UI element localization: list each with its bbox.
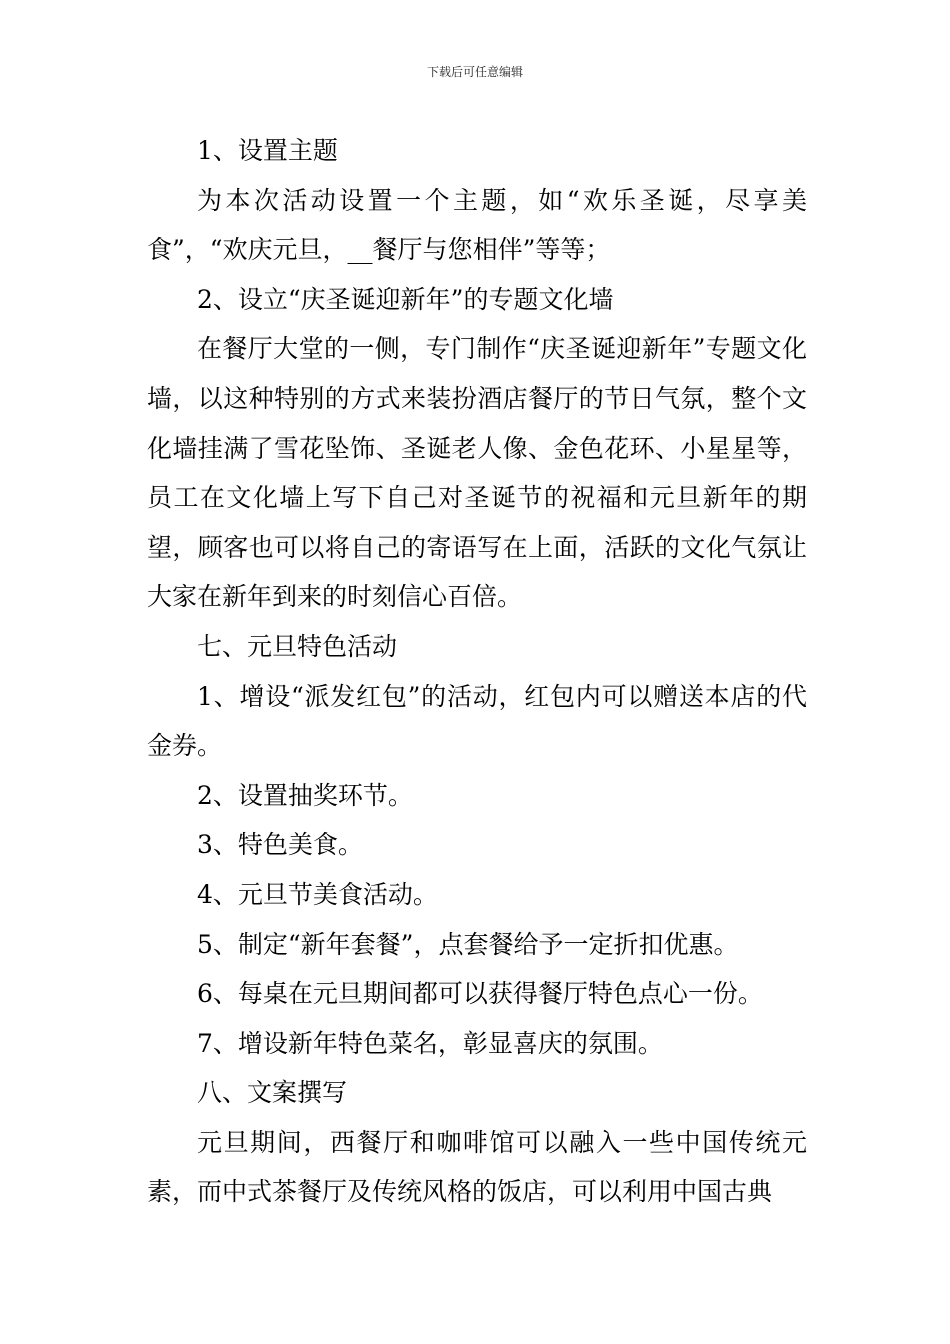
section-heading: 八、文案撰写 xyxy=(197,1078,348,1108)
paragraph: 1、设置主题 xyxy=(197,136,338,165)
document-body xyxy=(147,126,807,1217)
paragraph: 2、设立“庆圣诞迎新年”的专题文化墙 xyxy=(197,284,614,314)
paragraph: 元旦期间，西餐厅和咖啡馆可以融入一些中国传统元素，而中式茶餐厅及传统风格的饭店，可以利用中国古典 xyxy=(147,1127,807,1207)
section-heading: 七、元旦特色活动 xyxy=(197,631,398,661)
paragraph: 3、特色美食。 xyxy=(197,830,363,860)
paragraph: 在餐厅大堂的一侧，专门制作“庆圣诞迎新年”专题文化墙，以这种特别的方式来装扮酒店餐厅的节日气氛，整个文化墙挂满了雪花坠饰、圣诞老人像、金色花环、小星星等，员工在文化墙上写下自己对圣诞节的祝福和元旦新年的期望，顾客也可以将自己的寄语写在上面，活跃的文化气氛让大家在新年到来的时刻信心百倍。 xyxy=(147,334,807,612)
paragraph: 5、制定“新年套餐”，点套餐给予一定折扣优惠。 xyxy=(197,929,739,959)
page-header-note: 下载后可任意编辑 xyxy=(426,65,523,79)
paragraph: 6、每桌在元旦期间都可以获得餐厅特色点心一份。 xyxy=(197,979,763,1009)
paragraph: 2、设置抽奖环节。 xyxy=(197,780,413,810)
paragraph: 4、元旦节美食活动。 xyxy=(197,879,438,909)
paragraph: 7、增设新年特色菜名，彰显喜庆的氛围。 xyxy=(197,1028,663,1058)
paragraph: 为本次活动设置一个主题，如“欢乐圣诞，尽享美食”，“欢庆元旦，__餐厅与您相伴”等等； xyxy=(147,185,807,265)
paragraph: 1、增设“派发红包”的活动，红包内可以赠送本店的代金券。 xyxy=(147,681,807,761)
